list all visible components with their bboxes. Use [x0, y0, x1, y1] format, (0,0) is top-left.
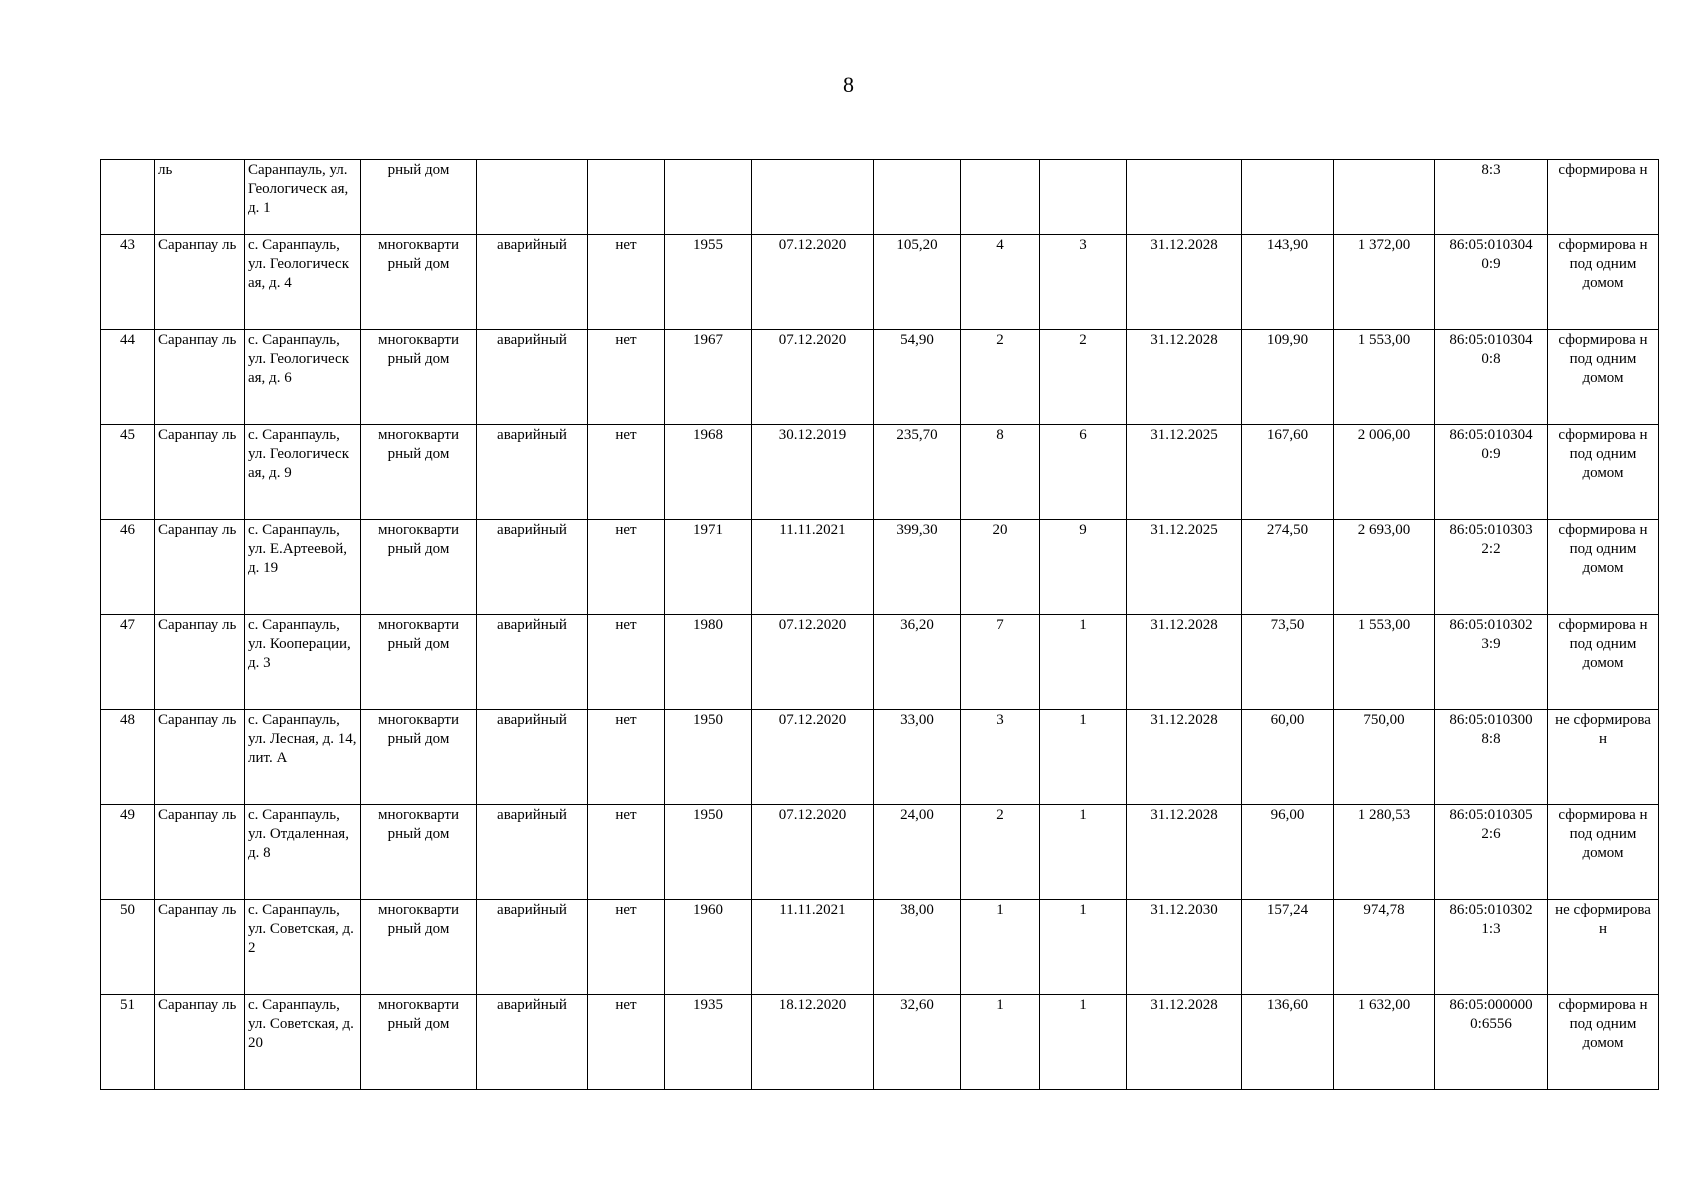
- table-row: [101, 235, 1659, 330]
- cell-recognized-date: 07.12.2020: [752, 330, 874, 425]
- cell-recognized-date: 11.11.2021: [752, 520, 874, 615]
- cell-condition: аварийный: [477, 710, 588, 805]
- cell-flag: нет: [588, 425, 665, 520]
- cell-recognized-date: 07.12.2020: [752, 615, 874, 710]
- cell-condition: аварийный: [477, 520, 588, 615]
- table-row: [101, 900, 1659, 995]
- cell-land-area: 2 006,00: [1334, 425, 1435, 520]
- cell-year: 1935: [665, 995, 752, 1090]
- cell-recognized-date: 07.12.2020: [752, 805, 874, 900]
- cell-land-status: сформирова н под одним домом: [1548, 520, 1659, 615]
- cell-address: с. Саранпауль, ул. Геологическ ая, д. 6: [245, 330, 361, 425]
- cell-address: с. Саранпауль, ул. Советская, д. 2: [245, 900, 361, 995]
- cell-deadline: 31.12.2028: [1127, 710, 1242, 805]
- cell-address: с. Саранпауль, ул. Советская, д. 20: [245, 995, 361, 1090]
- cell-deadline: 31.12.2025: [1127, 520, 1242, 615]
- cell-cadastral: 86:05:000000 0:6556: [1435, 995, 1548, 1090]
- cell-locality: Саранпау ль: [155, 995, 245, 1090]
- cell-flag: нет: [588, 520, 665, 615]
- cell-year: 1950: [665, 805, 752, 900]
- cell-num: 48: [101, 710, 155, 805]
- cell-area: 32,60: [874, 995, 961, 1090]
- table-row: [101, 710, 1659, 805]
- cell-recognized-date: 07.12.2020: [752, 235, 874, 330]
- cell-land-area: 1 632,00: [1334, 995, 1435, 1090]
- cell-area2: [1242, 160, 1334, 235]
- cell-condition: аварийный: [477, 425, 588, 520]
- cell-area: 235,70: [874, 425, 961, 520]
- cell-cadastral: 86:05:010304 0:9: [1435, 425, 1548, 520]
- cell-deadline: 31.12.2028: [1127, 995, 1242, 1090]
- cell-locality: Саранпау ль: [155, 425, 245, 520]
- cell-year: 1960: [665, 900, 752, 995]
- cell-condition: аварийный: [477, 330, 588, 425]
- cell-flag: нет: [588, 900, 665, 995]
- cell-land-status: сформирова н под одним домом: [1548, 425, 1659, 520]
- cell-recognized-date: 11.11.2021: [752, 900, 874, 995]
- cell-house-type: многокварти рный дом: [361, 330, 477, 425]
- cell-year: 1980: [665, 615, 752, 710]
- cell-units: 2: [1040, 330, 1127, 425]
- cell-area2: 143,90: [1242, 235, 1334, 330]
- cell-condition: аварийный: [477, 615, 588, 710]
- cell-num: 46: [101, 520, 155, 615]
- cell-deadline: 31.12.2028: [1127, 805, 1242, 900]
- cell-num: 47: [101, 615, 155, 710]
- cell-year: 1950: [665, 710, 752, 805]
- table-row: [101, 615, 1659, 710]
- cell-cadastral: 86:05:010300 8:8: [1435, 710, 1548, 805]
- cell-deadline: [1127, 160, 1242, 235]
- cell-units: 1: [1040, 900, 1127, 995]
- cell-land-status: сформирова н под одним домом: [1548, 615, 1659, 710]
- cell-num: [101, 160, 155, 235]
- cell-flag: нет: [588, 235, 665, 330]
- cell-residents: 1: [961, 995, 1040, 1090]
- cell-address: с. Саранпауль, ул. Отдаленная, д. 8: [245, 805, 361, 900]
- cell-area: 105,20: [874, 235, 961, 330]
- cell-house-type: многокварти рный дом: [361, 520, 477, 615]
- cell-house-type: многокварти рный дом: [361, 710, 477, 805]
- cell-area2: 109,90: [1242, 330, 1334, 425]
- cell-house-type: многокварти рный дом: [361, 615, 477, 710]
- cell-year: 1971: [665, 520, 752, 615]
- cell-units: 1: [1040, 710, 1127, 805]
- cell-cadastral: 8:3: [1435, 160, 1548, 235]
- cell-deadline: 31.12.2028: [1127, 235, 1242, 330]
- cell-area: 36,20: [874, 615, 961, 710]
- cell-units: 1: [1040, 615, 1127, 710]
- cell-locality: Саранпау ль: [155, 615, 245, 710]
- cell-flag: нет: [588, 995, 665, 1090]
- cell-land-area: 1 553,00: [1334, 330, 1435, 425]
- cell-land-status: сформирова н под одним домом: [1548, 235, 1659, 330]
- cell-deadline: 31.12.2028: [1127, 615, 1242, 710]
- cell-flag: нет: [588, 330, 665, 425]
- cell-cadastral: 86:05:010304 0:9: [1435, 235, 1548, 330]
- cell-area2: 157,24: [1242, 900, 1334, 995]
- table-row: [101, 425, 1659, 520]
- cell-area2: 60,00: [1242, 710, 1334, 805]
- cell-year: 1968: [665, 425, 752, 520]
- cell-condition: аварийный: [477, 900, 588, 995]
- cell-num: 49: [101, 805, 155, 900]
- cell-land-area: 1 553,00: [1334, 615, 1435, 710]
- cell-land-area: [1334, 160, 1435, 235]
- cell-condition: аварийный: [477, 995, 588, 1090]
- cell-condition: аварийный: [477, 235, 588, 330]
- cell-land-area: 1 280,53: [1334, 805, 1435, 900]
- cell-area: 24,00: [874, 805, 961, 900]
- table-row: [101, 520, 1659, 615]
- cell-deadline: 31.12.2025: [1127, 425, 1242, 520]
- cell-area2: 73,50: [1242, 615, 1334, 710]
- housing-register-table: [100, 159, 1659, 1090]
- cell-address: Саранпауль, ул. Геологическ ая, д. 1: [245, 160, 361, 235]
- cell-year: [665, 160, 752, 235]
- cell-recognized-date: 18.12.2020: [752, 995, 874, 1090]
- cell-area: 38,00: [874, 900, 961, 995]
- cell-cadastral: 86:05:010304 0:8: [1435, 330, 1548, 425]
- cell-residents: 4: [961, 235, 1040, 330]
- table-row: [101, 330, 1659, 425]
- cell-address: с. Саранпауль, ул. Лесная, д. 14, лит. А: [245, 710, 361, 805]
- cell-units: 1: [1040, 805, 1127, 900]
- cell-land-status: сформирова н: [1548, 160, 1659, 235]
- cell-year: 1955: [665, 235, 752, 330]
- cell-num: 43: [101, 235, 155, 330]
- cell-num: 51: [101, 995, 155, 1090]
- cell-locality: Саранпау ль: [155, 330, 245, 425]
- cell-address: с. Саранпауль, ул. Геологическ ая, д. 9: [245, 425, 361, 520]
- cell-units: 6: [1040, 425, 1127, 520]
- cell-year: 1967: [665, 330, 752, 425]
- cell-deadline: 31.12.2028: [1127, 330, 1242, 425]
- cell-recognized-date: 30.12.2019: [752, 425, 874, 520]
- table-body: [101, 160, 1659, 1090]
- cell-cadastral: 86:05:010302 1:3: [1435, 900, 1548, 995]
- cell-flag: нет: [588, 615, 665, 710]
- cell-units: 1: [1040, 995, 1127, 1090]
- cell-area: 399,30: [874, 520, 961, 615]
- cell-num: 44: [101, 330, 155, 425]
- cell-residents: 8: [961, 425, 1040, 520]
- cell-locality: Саранпау ль: [155, 805, 245, 900]
- cell-area2: 167,60: [1242, 425, 1334, 520]
- cell-land-status: не сформирова н: [1548, 900, 1659, 995]
- cell-land-area: 750,00: [1334, 710, 1435, 805]
- cell-land-status: сформирова н под одним домом: [1548, 805, 1659, 900]
- cell-area: 33,00: [874, 710, 961, 805]
- cell-house-type: многокварти рный дом: [361, 235, 477, 330]
- cell-deadline: 31.12.2030: [1127, 900, 1242, 995]
- cell-address: с. Саранпауль, ул. Геологическ ая, д. 4: [245, 235, 361, 330]
- cell-num: 50: [101, 900, 155, 995]
- cell-house-type: многокварти рный дом: [361, 425, 477, 520]
- cell-units: [1040, 160, 1127, 235]
- cell-address: с. Саранпауль, ул. Е.Артеевой, д. 19: [245, 520, 361, 615]
- cell-land-area: 2 693,00: [1334, 520, 1435, 615]
- cell-flag: нет: [588, 805, 665, 900]
- cell-flag: нет: [588, 710, 665, 805]
- cell-num: 45: [101, 425, 155, 520]
- cell-flag: [588, 160, 665, 235]
- cell-land-status: не сформирова н: [1548, 710, 1659, 805]
- cell-residents: 1: [961, 900, 1040, 995]
- cell-area2: 274,50: [1242, 520, 1334, 615]
- cell-condition: аварийный: [477, 805, 588, 900]
- cell-house-type: многокварти рный дом: [361, 995, 477, 1090]
- cell-units: 3: [1040, 235, 1127, 330]
- cell-land-status: сформирова н под одним домом: [1548, 995, 1659, 1090]
- cell-address: с. Саранпауль, ул. Кооперации, д. 3: [245, 615, 361, 710]
- cell-land-area: 974,78: [1334, 900, 1435, 995]
- cell-residents: 2: [961, 805, 1040, 900]
- cell-locality: Саранпау ль: [155, 710, 245, 805]
- cell-area: [874, 160, 961, 235]
- cell-locality: Саранпау ль: [155, 520, 245, 615]
- cell-cadastral: 86:05:010302 3:9: [1435, 615, 1548, 710]
- table-row-continued: [101, 160, 1659, 235]
- cell-house-type: многокварти рный дом: [361, 805, 477, 900]
- cell-locality: ль: [155, 160, 245, 235]
- cell-locality: Саранпау ль: [155, 235, 245, 330]
- cell-locality: Саранпау ль: [155, 900, 245, 995]
- cell-units: 9: [1040, 520, 1127, 615]
- cell-area2: 136,60: [1242, 995, 1334, 1090]
- cell-condition: [477, 160, 588, 235]
- cell-area2: 96,00: [1242, 805, 1334, 900]
- cell-cadastral: 86:05:010305 2:6: [1435, 805, 1548, 900]
- cell-land-area: 1 372,00: [1334, 235, 1435, 330]
- cell-house-type: многокварти рный дом: [361, 900, 477, 995]
- cell-residents: 2: [961, 330, 1040, 425]
- cell-recognized-date: [752, 160, 874, 235]
- cell-residents: 20: [961, 520, 1040, 615]
- cell-residents: [961, 160, 1040, 235]
- cell-recognized-date: 07.12.2020: [752, 710, 874, 805]
- table-row: [101, 805, 1659, 900]
- table-row: [101, 995, 1659, 1090]
- cell-residents: 7: [961, 615, 1040, 710]
- cell-residents: 3: [961, 710, 1040, 805]
- cell-land-status: сформирова н под одним домом: [1548, 330, 1659, 425]
- cell-area: 54,90: [874, 330, 961, 425]
- cell-cadastral: 86:05:010303 2:2: [1435, 520, 1548, 615]
- page-number: 8: [843, 72, 854, 97]
- cell-house-type: рный дом: [361, 160, 477, 235]
